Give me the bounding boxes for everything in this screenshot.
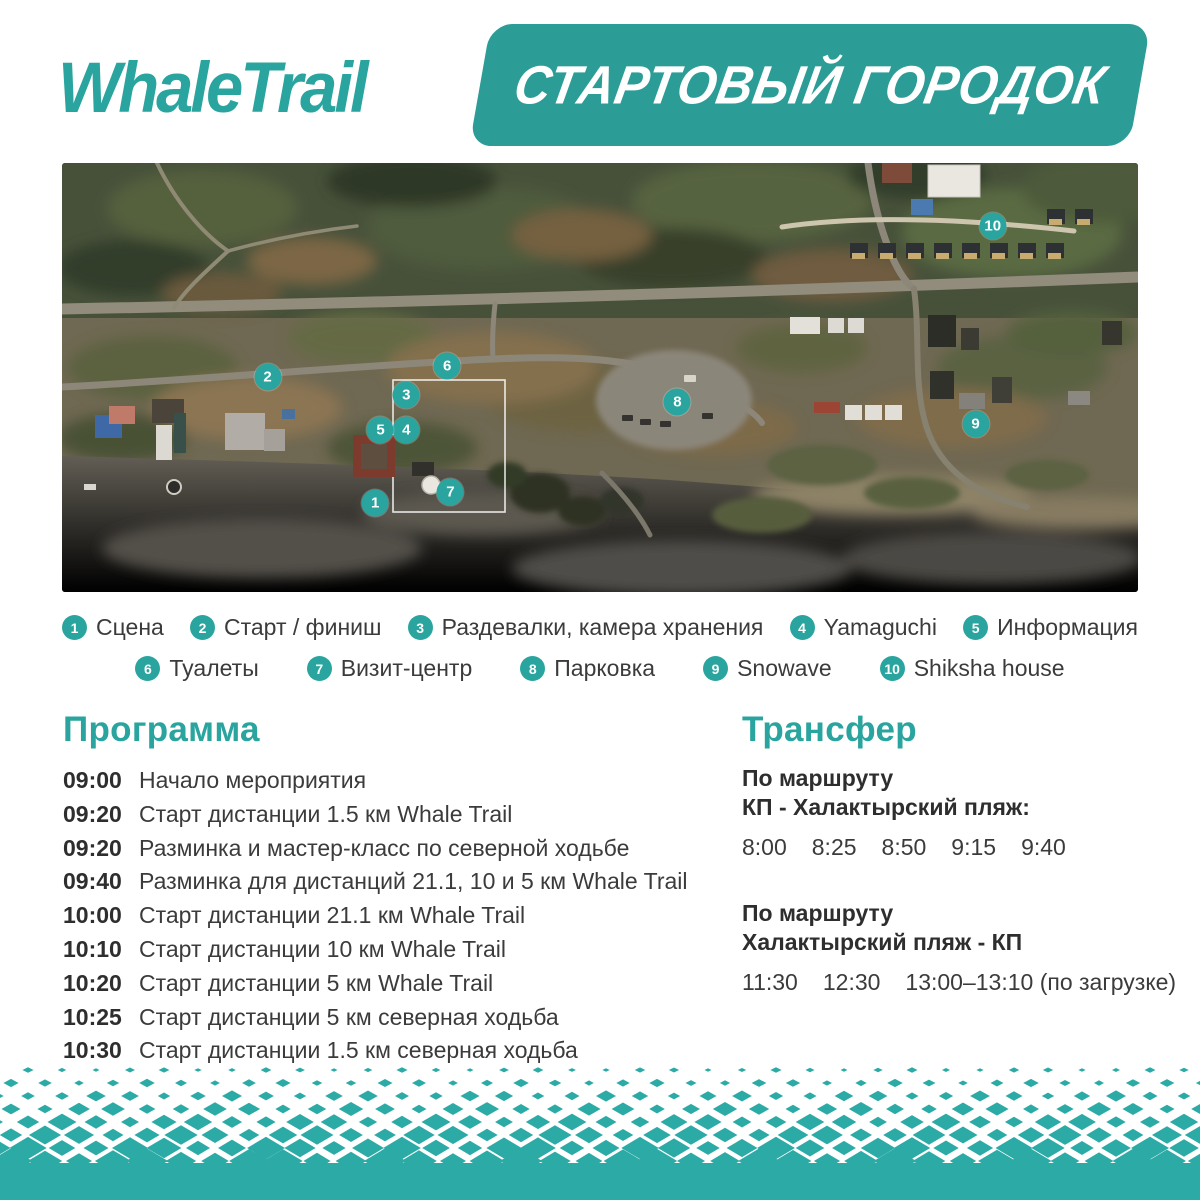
legend-item <box>520 655 655 682</box>
legend-label: Snowave <box>737 655 832 681</box>
map-marker-4: 4 <box>393 416 420 443</box>
legend-item <box>62 614 164 641</box>
schedule-activity: Старт дистанции 5 км северная ходьба <box>139 1003 559 1030</box>
legend-number-badge: 4 <box>790 615 815 640</box>
map-marker-2: 2 <box>254 364 281 391</box>
departure-time: 9:15 <box>951 834 997 860</box>
map-marker-8: 8 <box>664 388 691 415</box>
schedule-time: 09:00 <box>63 767 122 793</box>
departure-time: 13:00–13:10 (по загрузке) <box>905 969 1177 995</box>
map-marker-3: 3 <box>393 382 420 409</box>
transfer-heading: Трансфер <box>742 710 917 749</box>
schedule-time: 09:40 <box>63 868 122 895</box>
departure-time: 11:30 <box>742 969 798 995</box>
legend-number-badge: 10 <box>880 656 905 681</box>
route-times <box>742 969 1177 996</box>
departure-time: 8:00 <box>742 834 787 860</box>
schedule-time: 10:10 <box>63 935 122 962</box>
schedule-activity: Начало мероприятия <box>139 767 367 793</box>
whale-trail-logo: WhaleTrail <box>58 48 366 128</box>
map-marker-7: 7 <box>437 479 464 506</box>
legend-item <box>880 655 1065 682</box>
route-title <box>742 899 1172 957</box>
schedule-time: 10:30 <box>63 1037 122 1064</box>
legend-number-badge: 3 <box>408 615 433 640</box>
departure-time: 8:25 <box>811 834 857 860</box>
route-line1: По маршруту <box>742 900 894 926</box>
departure-time: 9:40 <box>1021 834 1066 860</box>
map-marker-10: 10 <box>979 213 1006 240</box>
route-title <box>742 764 1172 822</box>
legend-label: Shiksha house <box>913 655 1065 681</box>
schedule-row <box>63 1001 723 1035</box>
legend-label: Yamaguchi <box>823 614 937 640</box>
program-section <box>63 710 723 1068</box>
schedule-row <box>63 933 723 967</box>
title-banner <box>469 24 1151 146</box>
schedule-activity: Старт дистанции 5 км Whale Trail <box>139 969 494 996</box>
legend-label: Старт / финиш <box>224 614 382 640</box>
route-times <box>742 834 1172 861</box>
legend-label: Раздевалки, камера хранения <box>441 614 764 640</box>
legend-item <box>963 614 1138 641</box>
program-heading: Программа <box>63 710 260 749</box>
schedule-time: 10:20 <box>63 969 122 996</box>
legend-label: Визит-центр <box>340 655 473 681</box>
legend-item <box>408 614 764 641</box>
schedule-row <box>63 865 723 899</box>
legend-label: Сцена <box>96 614 164 640</box>
map-marker-5: 5 <box>367 416 394 443</box>
schedule-activity: Старт дистанции 10 км Whale Trail <box>139 935 506 962</box>
legend-item <box>135 655 258 682</box>
route-line2: Халактырский пляж - КП <box>742 929 1023 955</box>
legend-number-badge: 1 <box>62 615 87 640</box>
legend-row-1 <box>62 614 1138 641</box>
legend-label: Парковка <box>554 655 656 681</box>
schedule-activity: Старт дистанции 1.5 км Whale Trail <box>139 800 513 827</box>
schedule-time: 09:20 <box>63 834 122 861</box>
legend-item <box>790 614 937 641</box>
transfer-route-1 <box>742 764 1172 861</box>
schedule-activity: Старт дистанции 21.1 км Whale Trail <box>139 902 526 929</box>
schedule-activity: Разминка и мастер-класс по северной ходьбе <box>139 834 630 861</box>
legend-number-badge: 9 <box>703 656 728 681</box>
map-legend <box>62 614 1138 682</box>
legend-item <box>307 655 473 682</box>
legend-item <box>703 655 832 682</box>
page-title: СТАРТОВЫЙ ГОРОДОК <box>509 54 1111 116</box>
legend-label: Информация <box>997 614 1138 640</box>
schedule-time: 10:25 <box>63 1003 122 1030</box>
legend-number-badge: 8 <box>520 656 545 681</box>
satellite-map-image <box>62 163 1138 592</box>
legend-label: Туалеты <box>169 655 259 681</box>
schedule-row <box>63 967 723 1001</box>
legend-number-badge: 7 <box>307 656 332 681</box>
map-marker-9: 9 <box>962 410 989 437</box>
schedule-activity: Старт дистанции 1.5 км северная ходьба <box>139 1037 578 1064</box>
legend-row-2 <box>62 655 1138 682</box>
departure-time: 8:50 <box>881 834 927 860</box>
schedule-activity: Разминка для дистанций 21.1, 10 и 5 км Whale Trail <box>139 868 688 895</box>
legend-number-badge: 6 <box>135 656 160 681</box>
transfer-section <box>742 710 1177 996</box>
transfer-route-2 <box>742 899 1177 996</box>
route-line1: По маршруту <box>742 765 894 791</box>
legend-number-badge: 5 <box>963 615 988 640</box>
legend-number-badge: 2 <box>190 615 215 640</box>
legend-item <box>190 614 381 641</box>
start-area-map <box>62 163 1138 592</box>
route-line2: КП - Халактырский пляж: <box>742 794 1030 820</box>
schedule-row <box>63 798 723 832</box>
schedule-row <box>63 832 723 866</box>
halftone-footer-decoration <box>0 1060 1200 1200</box>
map-marker-6: 6 <box>434 352 461 379</box>
schedule-time: 09:20 <box>63 800 122 827</box>
schedule-row <box>63 764 723 798</box>
map-marker-1: 1 <box>362 490 389 517</box>
departure-time: 12:30 <box>822 969 881 995</box>
schedule-time: 10:00 <box>63 902 122 929</box>
schedule-row <box>63 899 723 933</box>
